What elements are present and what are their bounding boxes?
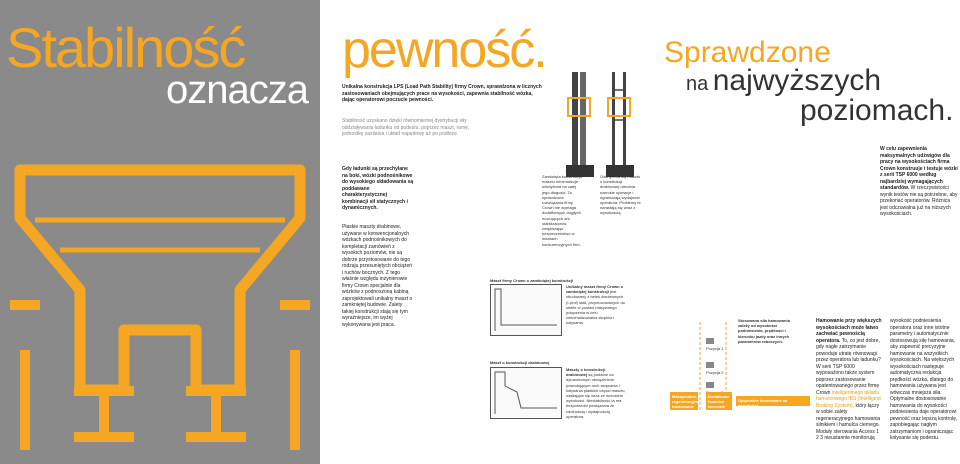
headline-sprawdzone: Sprawdzone [664,36,831,69]
braking-body-2: który łączy w sobie zalety regeneracyjnego hamowania silnikiem i hamulca ciernego. Moduły sterowania Access 1 2 3 nieustannie monitorują [816,402,881,441]
optimal-braking-box: Optymalne hamowanie na wysokości [736,396,810,406]
headline-najwyzszych: najwyższych [712,64,882,97]
headline-poziomach: poziomach. [800,94,954,127]
column-body-text: Płaskie maszty drabinowe, używane w konwencjonalnych wózkach podnośnikowych do kompletacji zamówień z wysokich poziomów, nie są dobrze przystosowane do tego rodzaju przesuniętych obciążeń i ruchów bocznych. Z tego właśnie względu inżynierowie firmy Crown specjalnie dla wózków z podnoszoną kabiną zaprojektowali unikalny maszt o zamkniętej budowie. Zalety takiej konstrukcji stają się tym wyraźniejsze, im wyżej wykonywana jest praca. [342,224,413,328]
braking-body-1: To, co jest dobre, gdy nagłe zatrzymanie powoduje utratę równowagi przez operatora lub ładunku? W serii TSP 6000 wyposażono także system poprzez zastosowanie opatentowanego przez firmę Crown [816,337,881,396]
ladder-mast-desc-bold: Maszty o konstrukcji drabinowej [566,367,606,378]
closed-mast-desc-text: jest zbudowany z belek dwuteowych (I-prof) stali, przymocowanych do siebie w postaci masywnego połączenia w celu zminimalizowania skrętów i kołysania. [566,289,625,326]
panel-stability [0,0,320,464]
intro-bold-text: Unikalna konstrukcja LPS (Load Path Stability) firmy Crown, sprawdzona w licznych zastosowaniach obejmujących prace na wysokości, zapewnia stabilność wózka, dając operatorowi poczucie pewności. [342,84,542,103]
braking-text [816,318,882,442]
closed-mast-label: Zamknięta konstrukcja masztu minimalizuje odchylenia na całej jego długości. Ta sprawdzona rozwiązania firmy Crown nie wymaga dodatkowych ciągłych mocujących ani stabilizatorów, zwiększając bezpieczeństwo w wózkach konkurencyjnych firm. [542,174,583,247]
headline-na: na [686,73,709,95]
disc-brakes-box: Dodatkowe hamulce tarczowe [706,392,732,410]
ladder-mast-graph-title: Maszt o konstrukcji drabinowej [490,360,550,365]
panel-mast-comparison [480,0,650,464]
headline-na-najwyzszych [686,66,881,96]
headline-stabilnosc: Stabilność [6,16,245,79]
tsp-6000-bold: W celu zapewnienia maksymalnych udźwigów dla pracy na wysokościach firma Crown konstruuje i testuje wózki z serii TSP 6000 według najbardziej wymagających standardów. [880,146,958,191]
closed-mast-graph [490,284,562,336]
headline-oznacza: oznacza [166,68,308,112]
closed-mast-graph-description [566,284,626,326]
ibs-highlight: inteligentnego układu hamulcowego IBS (Intelligent Braking System), [816,389,881,409]
closed-mast-desc-bold: Unikalny maszt firmy Crown o zamkniętej konstrukcji [566,284,624,295]
ladder-mast-truck-illustration [600,70,640,180]
panel-proven-heights [650,0,960,464]
regenerative-braking-box: Maksymalne, regeneracyjne hamowanie silnikiem [672,394,700,414]
ladder-mast-graph [490,367,562,419]
position-1-label: Pozycja 1 [706,346,724,351]
column-bold-text: Gdy ładunki są przechylane na boki, wózki podnośnikowe do wysokiego składowania są poddawane charakterystycznej kombinacji sił statycznych i dynamicznych. [342,166,414,211]
ladder-mast-graph-description [566,367,626,419]
braking-bold: Hamowanie przy większych wysokościach może łatwo zachwiać pewnością operatora. [816,318,882,344]
mast-cross-section-illustration [0,150,320,464]
braking-diagram-note: Stosowana siła hamowania zależy od wysokości podniesienia, prędkości i kierunku jazdy oraz innych parametrów roboczych. [738,318,790,344]
closed-mast-graph-title: Maszt firmy Crown o zamkniętej konstrukcji [490,278,574,283]
position-2-label: Pozycja 2 [706,370,724,375]
tsp-6000-body: W rzeczywistości wynik testów nie są potrzebne, aby przekonać operatorów. Różnica jest odczuwalna już na niższych wysokościach. [880,185,958,217]
ladder-mast-desc-text: są podatne na dynamicznym obciążeniom powodującym ruch skręcania i kołysania płaskich części masztu, nasilające się wraz ze wzrostem wysokości. Niestabilność ta ma bezpośredni powiązania ze zdolnością i wydajnością operatora. [566,372,626,419]
closed-mast-truck-illustration [560,70,600,180]
headline-pewnosc: pewność. [342,21,546,79]
ladder-mast-label: Odchylenia się masztu o konstrukcji drabinowej utrudnia szerokie operacje i ograniczają wydajność operatora. Problemy te narastają się wraz z wysokością. [600,174,641,216]
intro-grey-text: Stabilność uzyskano dzięki równomiernej dystrybucji siły oddziaływania ładunku od podestu, poprzez maszt, ramę, jednostkę zasilania i układ napędowy aż po podłoże. [342,118,470,137]
braking-continued-text: wysokość podniesienia operatora oraz inne istotne parametry i automatycznie dostosowują siłę hamowania, aby zapewnić precyzyjne hamowanie na wszystkich wysokościach. Na większych wysokościach następuje automatyczna redukcja prędkości wózka, dlatego do hamowania używana jest wówczas mniejsza siła. Optymalne dostosowanie hamowania do wysokości podniesienia daje operatorowi pewność oraz lepszą kontrolę, zapobiegając nagłym zatrzymaniom i ograniczając kołysanie się podestu. [890,318,958,441]
tsp-6000-text [880,146,958,218]
